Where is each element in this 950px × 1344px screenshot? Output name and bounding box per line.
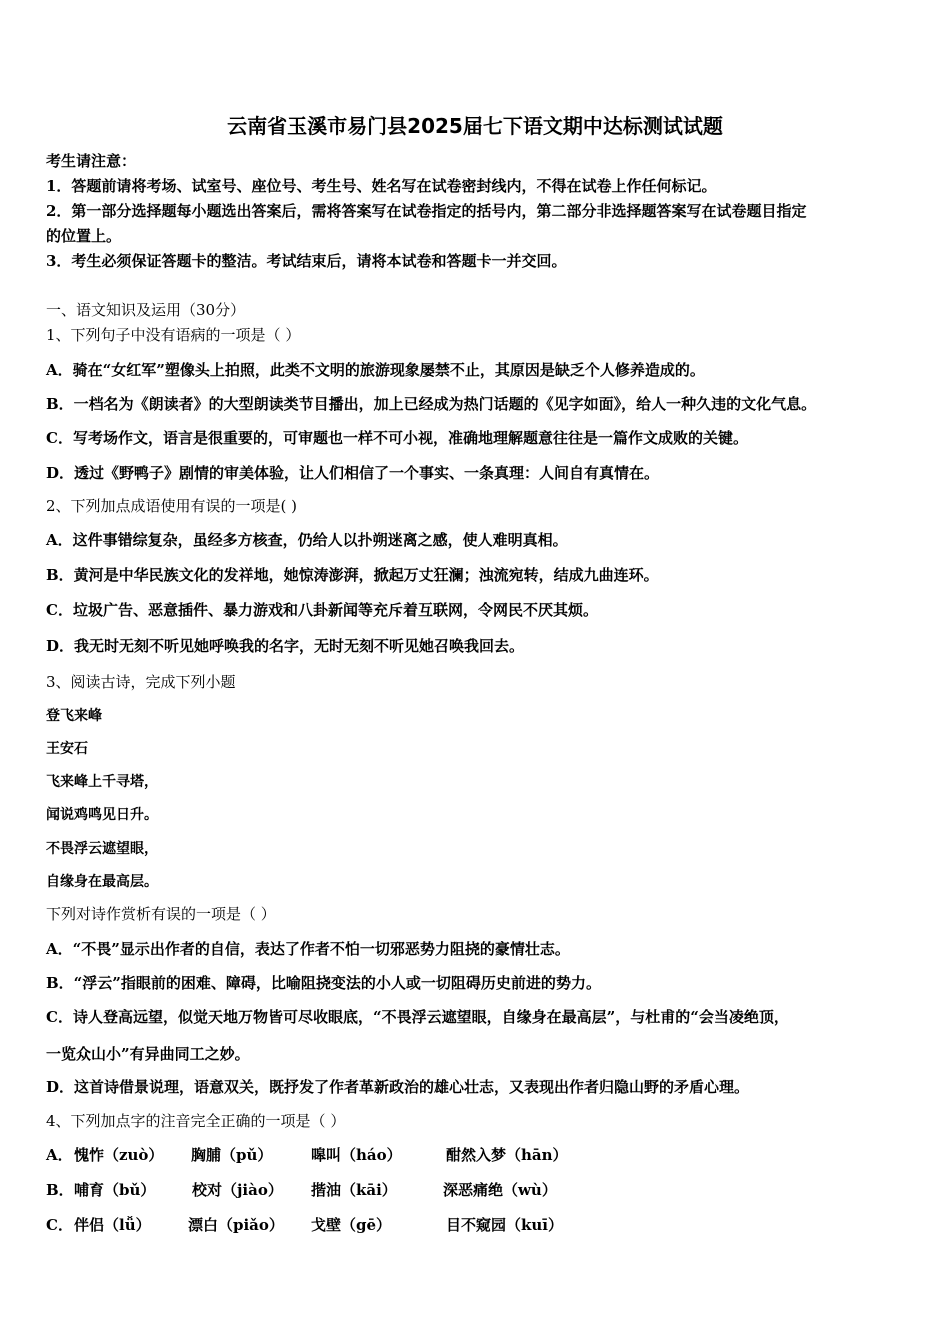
poem-title: 登飞来峰 bbox=[46, 708, 102, 724]
poem-line: 飞来峰上千寻塔， bbox=[46, 774, 158, 790]
question-stem: 3、阅读古诗，完成下列小题 bbox=[46, 673, 236, 691]
option-label: C． bbox=[46, 1216, 73, 1234]
question-stem: 2、下列加点成语使用有误的一项是( ) bbox=[46, 497, 298, 515]
pinyin-item: 漂白（piǎo） bbox=[188, 1216, 284, 1234]
pinyin-item: 愧怍（zuò） bbox=[74, 1146, 164, 1164]
notice-heading: 考生请注意： bbox=[46, 152, 137, 170]
question-option: D．我无时无刻不听见她呼唤我的名字，无时无刻不听见她召唤我回去。 bbox=[46, 637, 525, 655]
notice-item: 的位置上。 bbox=[46, 227, 122, 245]
question-option: A．“不畏”显示出作者的自信，表达了作者不怕一切邪恶势力阻挠的豪情壮志。 bbox=[46, 940, 570, 958]
pinyin-item: 嗥叫（háo） bbox=[311, 1146, 402, 1164]
option-label: B． bbox=[46, 1181, 74, 1199]
poem-line: 自缘身在最高层。 bbox=[46, 874, 158, 890]
notice-item: 1．答题前请将考场、试室号、座位号、考生号、姓名写在试卷密封线内，不得在试卷上作任何标记。 bbox=[46, 177, 717, 195]
question-option: C．写考场作文，语言是很重要的，可审题也一样不可小视，准确地理解题意往往是一篇作文成败的关键。 bbox=[46, 429, 748, 447]
option-label: A． bbox=[46, 1146, 73, 1164]
pinyin-item: 伴侣（lǚ） bbox=[74, 1216, 151, 1234]
question-option: D．透过《野鸭子》剧情的审美体验，让人们相信了一个事实、一条真理：人间自有真情在。 bbox=[46, 464, 660, 482]
pinyin-item: 校对（jiào） bbox=[192, 1181, 283, 1199]
question-option: C．垃圾广告、恶意插件、暴力游戏和八卦新闻等充斥着互联网，令网民不厌其烦。 bbox=[46, 601, 598, 619]
pinyin-item: 酣然入梦（hān） bbox=[446, 1146, 568, 1164]
question-option: A．骑在“女红军”塑像头上拍照，此类不文明的旅游现象屡禁不止，其原因是缺乏个人修养造成的。 bbox=[46, 361, 705, 379]
question-option-continued: 一览众山小”有异曲同工之妙。 bbox=[46, 1045, 250, 1063]
pinyin-item: 揩油（kāi） bbox=[311, 1181, 397, 1199]
pinyin-item: 深恶痛绝（wù） bbox=[443, 1181, 557, 1199]
question-substem: 下列对诗作赏析有误的一项是（ ） bbox=[46, 905, 276, 923]
question-option: C．诗人登高远望，似觉天地万物皆可尽收眼底，“不畏浮云遮望眼，自缘身在最高层”，与杜甫的“会当凌绝顶， bbox=[46, 1008, 789, 1026]
notice-item: 2．第一部分选择题每小题选出答案后，需将答案写在试卷指定的括号内，第二部分非选择题答案写在试卷题目指定 bbox=[46, 202, 807, 220]
question-option: A．这件事错综复杂，虽经多方核查，仍给人以扑朔迷离之感，使人难明真相。 bbox=[46, 531, 568, 549]
question-stem: 4、下列加点字的注音完全正确的一项是（ ） bbox=[46, 1112, 346, 1130]
poem-line: 不畏浮云遮望眼， bbox=[46, 841, 158, 857]
notice-item: 3．考生必须保证答题卡的整洁。考试结束后，请将本试卷和答题卡一并交回。 bbox=[46, 252, 567, 270]
question-option: B．一档名为《朗读者》的大型朗读类节目播出，加上已经成为热门话题的《见字如面》，给人一种久违的文化气息。 bbox=[46, 395, 817, 413]
poem-line: 闻说鸡鸣见日升。 bbox=[46, 807, 158, 823]
pinyin-item: 戈壁（gē） bbox=[311, 1216, 392, 1234]
question-option: B．黄河是中华民族文化的发祥地，她惊涛澎湃，掀起万丈狂澜；浊流宛转，结成九曲连环。 bbox=[46, 566, 659, 584]
pinyin-item: 哺育（bǔ） bbox=[74, 1181, 156, 1199]
question-stem: 1、下列句子中没有语病的一项是（ ） bbox=[46, 326, 301, 344]
question-option: D．这首诗借景说理，语意双关，既抒发了作者革新政治的雄心壮志，又表现出作者归隐山野的矛盾心理。 bbox=[46, 1078, 750, 1096]
pinyin-item: 目不窥园（kuī） bbox=[446, 1216, 563, 1234]
page-title: 云南省玉溪市易门县2025届七下语文期中达标测试试题 bbox=[227, 114, 723, 138]
poem-author: 王安石 bbox=[46, 741, 88, 757]
question-option: B．“浮云”指眼前的困难、障碍，比喻阻挠变法的小人或一切阻碍历史前进的势力。 bbox=[46, 974, 601, 992]
pinyin-item: 胸脯（pǔ） bbox=[191, 1146, 273, 1164]
section-heading: 一、语文知识及运用（30分） bbox=[46, 301, 246, 319]
